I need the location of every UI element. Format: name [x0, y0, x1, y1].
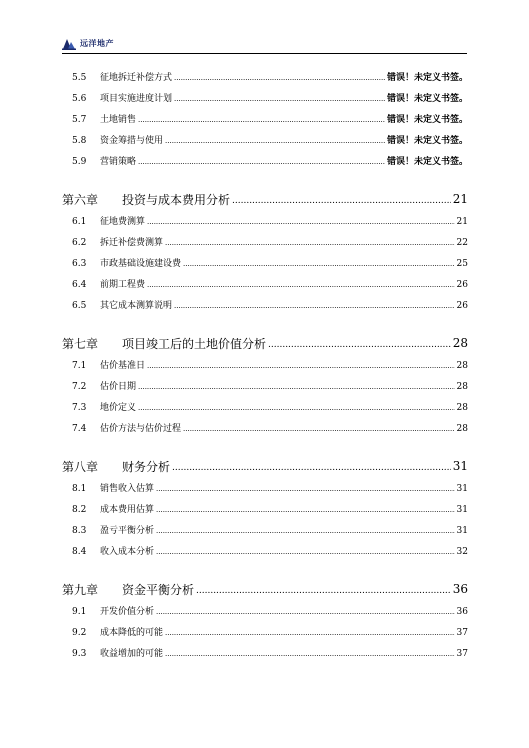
toc-item-number: 8.4	[72, 547, 87, 557]
table-of-contents	[62, 70, 468, 667]
toc-chapter-number: 第八章	[62, 459, 99, 474]
toc-item[interactable]	[62, 481, 468, 502]
toc-item-number: 6.4	[72, 280, 87, 290]
dot-leader	[138, 403, 455, 413]
toc-item-title: 收入成本分析	[100, 547, 155, 557]
toc-item-number: 5.9	[72, 157, 87, 167]
toc-item[interactable]	[62, 544, 468, 565]
toc-item-page: 错误！未定义书签。	[386, 73, 468, 83]
toc-chapter-page: 21	[452, 192, 468, 206]
toc-item-page: 21	[456, 217, 468, 227]
toc-item-number: 7.2	[72, 382, 87, 392]
toc-item[interactable]	[62, 70, 468, 91]
dot-leader	[147, 280, 455, 290]
toc-item-number: 5.5	[72, 73, 87, 83]
toc-item-number: 5.7	[72, 115, 87, 125]
toc-item[interactable]	[62, 358, 468, 379]
dot-leader	[174, 301, 455, 311]
page-header	[62, 34, 114, 52]
toc-item-number: 9.3	[72, 649, 87, 659]
toc-item-title: 销售收入估算	[100, 484, 155, 494]
toc-item[interactable]	[62, 604, 468, 625]
header-rule	[62, 53, 467, 54]
dot-leader	[138, 157, 385, 167]
toc-item-title: 收益增加的可能	[100, 649, 164, 659]
toc-item-title: 其它成本测算说明	[100, 301, 173, 311]
toc-chapter-title: 项目竣工后的土地价值分析	[122, 336, 267, 351]
toc-item[interactable]	[62, 523, 468, 544]
toc-item-page: 28	[456, 361, 468, 371]
toc-item[interactable]	[62, 112, 468, 133]
dot-leader	[165, 238, 455, 248]
toc-item[interactable]	[62, 154, 468, 175]
toc-item-title: 成本费用估算	[100, 505, 155, 515]
toc-item-number: 5.8	[72, 136, 87, 146]
toc-item-page: 错误！未定义书签。	[386, 157, 468, 167]
toc-chapter-number: 第六章	[62, 192, 99, 207]
toc-chapter-page: 36	[452, 582, 468, 596]
toc-item-page: 31	[456, 526, 468, 536]
toc-item-page: 31	[456, 505, 468, 515]
toc-item-number: 6.5	[72, 301, 87, 311]
toc-item-title: 成本降低的可能	[100, 628, 164, 638]
dot-leader	[196, 582, 451, 596]
toc-item-title: 项目实施进度计划	[100, 94, 173, 104]
toc-item-page: 28	[456, 403, 468, 413]
toc-item-page: 28	[456, 424, 468, 434]
toc-item-title: 拆迁补偿费测算	[100, 238, 164, 248]
dot-leader	[156, 526, 455, 536]
toc-item-title: 征地拆迁补偿方式	[100, 73, 173, 83]
toc-item-page: 错误！未定义书签。	[386, 136, 468, 146]
toc-item-page: 22	[456, 238, 468, 248]
toc-item[interactable]	[62, 235, 468, 256]
dot-leader	[156, 484, 455, 494]
toc-item-number: 8.2	[72, 505, 87, 515]
toc-item-number: 6.3	[72, 259, 87, 269]
toc-item-page: 26	[456, 301, 468, 311]
toc-chapter-page: 28	[452, 336, 468, 350]
toc-item-page: 32	[456, 547, 468, 557]
toc-item-page: 26	[456, 280, 468, 290]
toc-item-page: 错误！未定义书签。	[386, 94, 468, 104]
toc-item-page: 25	[456, 259, 468, 269]
dot-leader	[156, 547, 455, 557]
toc-item-title: 土地销售	[100, 115, 137, 125]
toc-chapter[interactable]	[62, 574, 468, 604]
toc-item[interactable]	[62, 625, 468, 646]
toc-item[interactable]	[62, 91, 468, 112]
toc-chapter[interactable]	[62, 328, 468, 358]
toc-item[interactable]	[62, 400, 468, 421]
dot-leader	[183, 259, 455, 269]
toc-item-title: 盈亏平衡分析	[100, 526, 155, 536]
toc-item-number: 8.3	[72, 526, 87, 536]
toc-item[interactable]	[62, 298, 468, 319]
dot-leader	[165, 628, 455, 638]
toc-item-page: 37	[456, 628, 468, 638]
toc-item[interactable]	[62, 379, 468, 400]
dot-leader	[232, 192, 451, 206]
dot-leader	[174, 94, 385, 104]
dot-leader	[156, 607, 455, 617]
toc-item-page: 错误！未定义书签。	[386, 115, 468, 125]
dot-leader	[147, 361, 455, 371]
toc-item-title: 地价定义	[100, 403, 137, 413]
toc-item[interactable]	[62, 277, 468, 298]
toc-item-number: 7.1	[72, 361, 87, 371]
toc-item-title: 资金筹措与使用	[100, 136, 164, 146]
toc-item-title: 估价方法与估价过程	[100, 424, 182, 434]
dot-leader	[147, 217, 455, 227]
toc-item-title: 开发价值分析	[100, 607, 155, 617]
dot-leader	[183, 424, 455, 434]
dot-leader	[268, 336, 451, 350]
toc-item-number: 7.4	[72, 424, 87, 434]
toc-item-number: 5.6	[72, 94, 87, 104]
toc-item[interactable]	[62, 502, 468, 523]
toc-item[interactable]	[62, 214, 468, 235]
toc-item-title: 营销策略	[100, 157, 137, 167]
toc-item-number: 7.3	[72, 403, 87, 413]
dot-leader	[165, 649, 455, 659]
toc-chapter[interactable]	[62, 451, 468, 481]
toc-item[interactable]	[62, 421, 468, 442]
toc-item-page: 31	[456, 484, 468, 494]
toc-chapter-title: 财务分析	[122, 459, 171, 474]
toc-item-title: 估价基准日	[100, 361, 146, 371]
dot-leader	[138, 115, 385, 125]
toc-item-title: 征地费测算	[100, 217, 146, 227]
toc-item[interactable]	[62, 256, 468, 277]
toc-chapter-title: 投资与成本费用分析	[122, 192, 231, 207]
toc-item-number: 6.2	[72, 238, 87, 248]
dot-leader	[172, 459, 451, 473]
dot-leader	[174, 73, 385, 83]
toc-item-title: 前期工程费	[100, 280, 146, 290]
toc-item-number: 6.1	[72, 217, 87, 227]
toc-item-page: 36	[456, 607, 468, 617]
company-logo-icon	[62, 36, 76, 50]
toc-chapter-page: 31	[452, 459, 468, 473]
toc-chapter-title: 资金平衡分析	[122, 582, 195, 597]
toc-item-number: 9.2	[72, 628, 87, 638]
toc-item-number: 9.1	[72, 607, 87, 617]
toc-chapter[interactable]	[62, 184, 468, 214]
toc-item[interactable]	[62, 133, 468, 154]
toc-item-number: 8.1	[72, 484, 87, 494]
toc-item-title: 市政基础设施建设费	[100, 259, 182, 269]
company-name: 远洋地产	[80, 38, 114, 48]
toc-chapter-number: 第七章	[62, 336, 99, 351]
dot-leader	[165, 136, 385, 146]
toc-item-page: 37	[456, 649, 468, 659]
toc-item-title: 估价日期	[100, 382, 137, 392]
toc-item[interactable]	[62, 646, 468, 667]
dot-leader	[156, 505, 455, 515]
dot-leader	[138, 382, 455, 392]
toc-item-page: 28	[456, 382, 468, 392]
toc-chapter-number: 第九章	[62, 582, 99, 597]
